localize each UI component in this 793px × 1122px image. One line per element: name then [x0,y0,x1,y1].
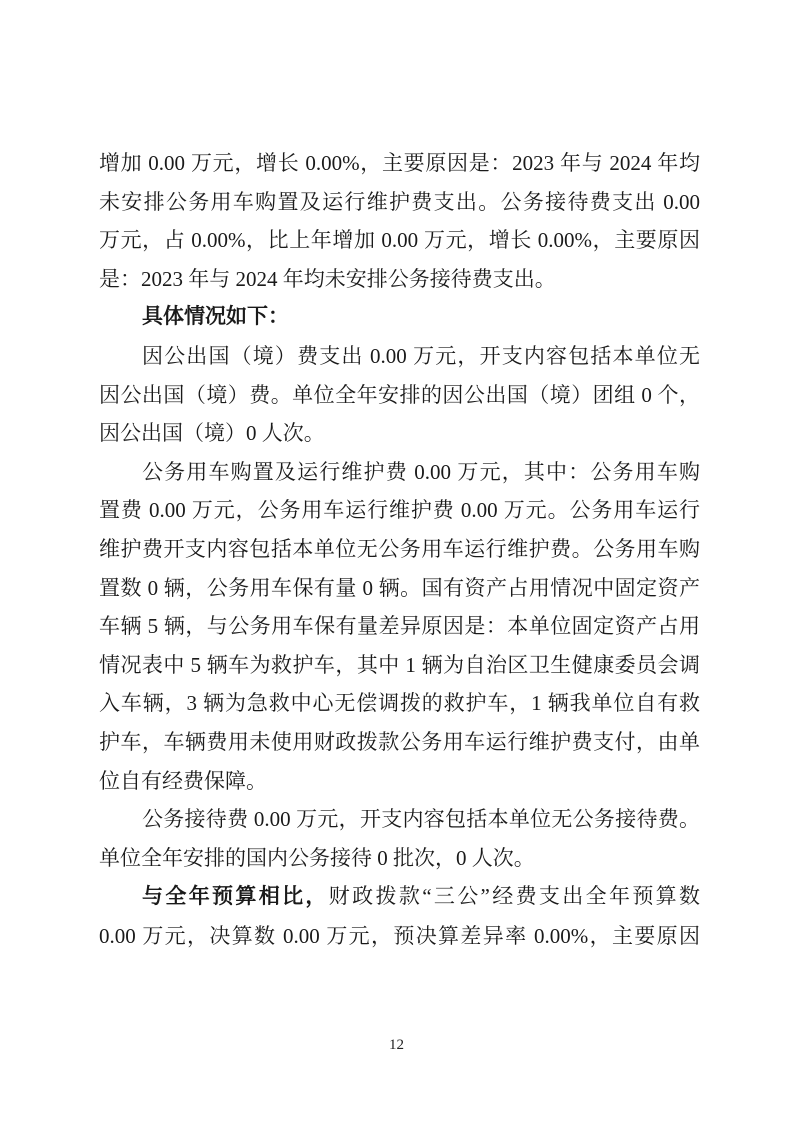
page-number: 12 [389,1037,404,1053]
text-line: 情况表中 5 辆车为救护车，其中 1 辆为自治区卫生健康委员会调 [99,652,700,677]
paragraph-vehicle-expense [99,453,700,800]
paragraph-budget-comparison [99,877,700,955]
text-line: 公务用车购置及运行维护费 0.00 万元，其中：公务用车购 [142,459,700,484]
text-line: 车辆 5 辆，与公务用车保有量差异原因是：本单位固定资产占用 [99,614,700,639]
text-line: 维护费开支内容包括本单位无公务用车运行维护费。公务用车购 [99,536,700,561]
text-line: 万元，占 0.00%，比上年增加 0.00 万元，增长 0.00%，主要原因 [99,228,700,253]
text-line: 单位全年安排的国内公务接待 0 批次，0 人次。 [99,845,535,870]
bold-lead-in: 与全年预算相比， [142,885,329,909]
section-heading: 具体情况如下： [142,305,289,329]
document-body [99,144,700,955]
text-line: 置费 0.00 万元，公务用车运行维护费 0.00 万元。公务用车运行 [99,498,700,523]
text-line: 位自有经费保障。 [99,768,267,793]
text-line: 0.00 万元，决算数 0.00 万元，预决算差异率 0.00%，主要原因 [99,923,700,948]
paragraph-reception-expense [99,800,700,877]
text-line: 入车辆，3 辆为急救中心无偿调拨的救护车，1 辆我单位自有救 [99,691,700,716]
text-line: 因公出国（境）费支出 0.00 万元，开支内容包括本单位无 [142,343,700,368]
text-line: 增加 0.00 万元，增长 0.00%，主要原因是：2023 年与 2024 年均 [99,151,700,175]
paragraph-abroad-expense [99,337,700,453]
text-run: 财政拨款“三公”经费支出全年预算数 [328,884,701,909]
paragraph-details-heading [99,298,700,337]
text-line: 未安排公务用车购置及运行维护费支出。公务接待费支出 0.00 [99,189,700,214]
text-line: 护车，车辆费用未使用财政拨款公务用车运行维护费支付，由单 [99,729,700,754]
text-line: 公务接待费 0.00 万元，开支内容包括本单位无公务接待费。 [142,807,700,832]
text-line [99,877,700,917]
text-line: 因公出国（境）费。单位全年安排的因公出国（境）团组 0 个， [99,382,700,407]
paragraph-summary [99,144,700,298]
text-line: 因公出国（境）0 人次。 [99,421,325,446]
text-line: 置数 0 辆，公务用车保有量 0 辆。国有资产占用情况中固定资产 [99,575,700,600]
text-line: 是：2023 年与 2024 年均未安排公务接待费支出。 [99,266,556,291]
